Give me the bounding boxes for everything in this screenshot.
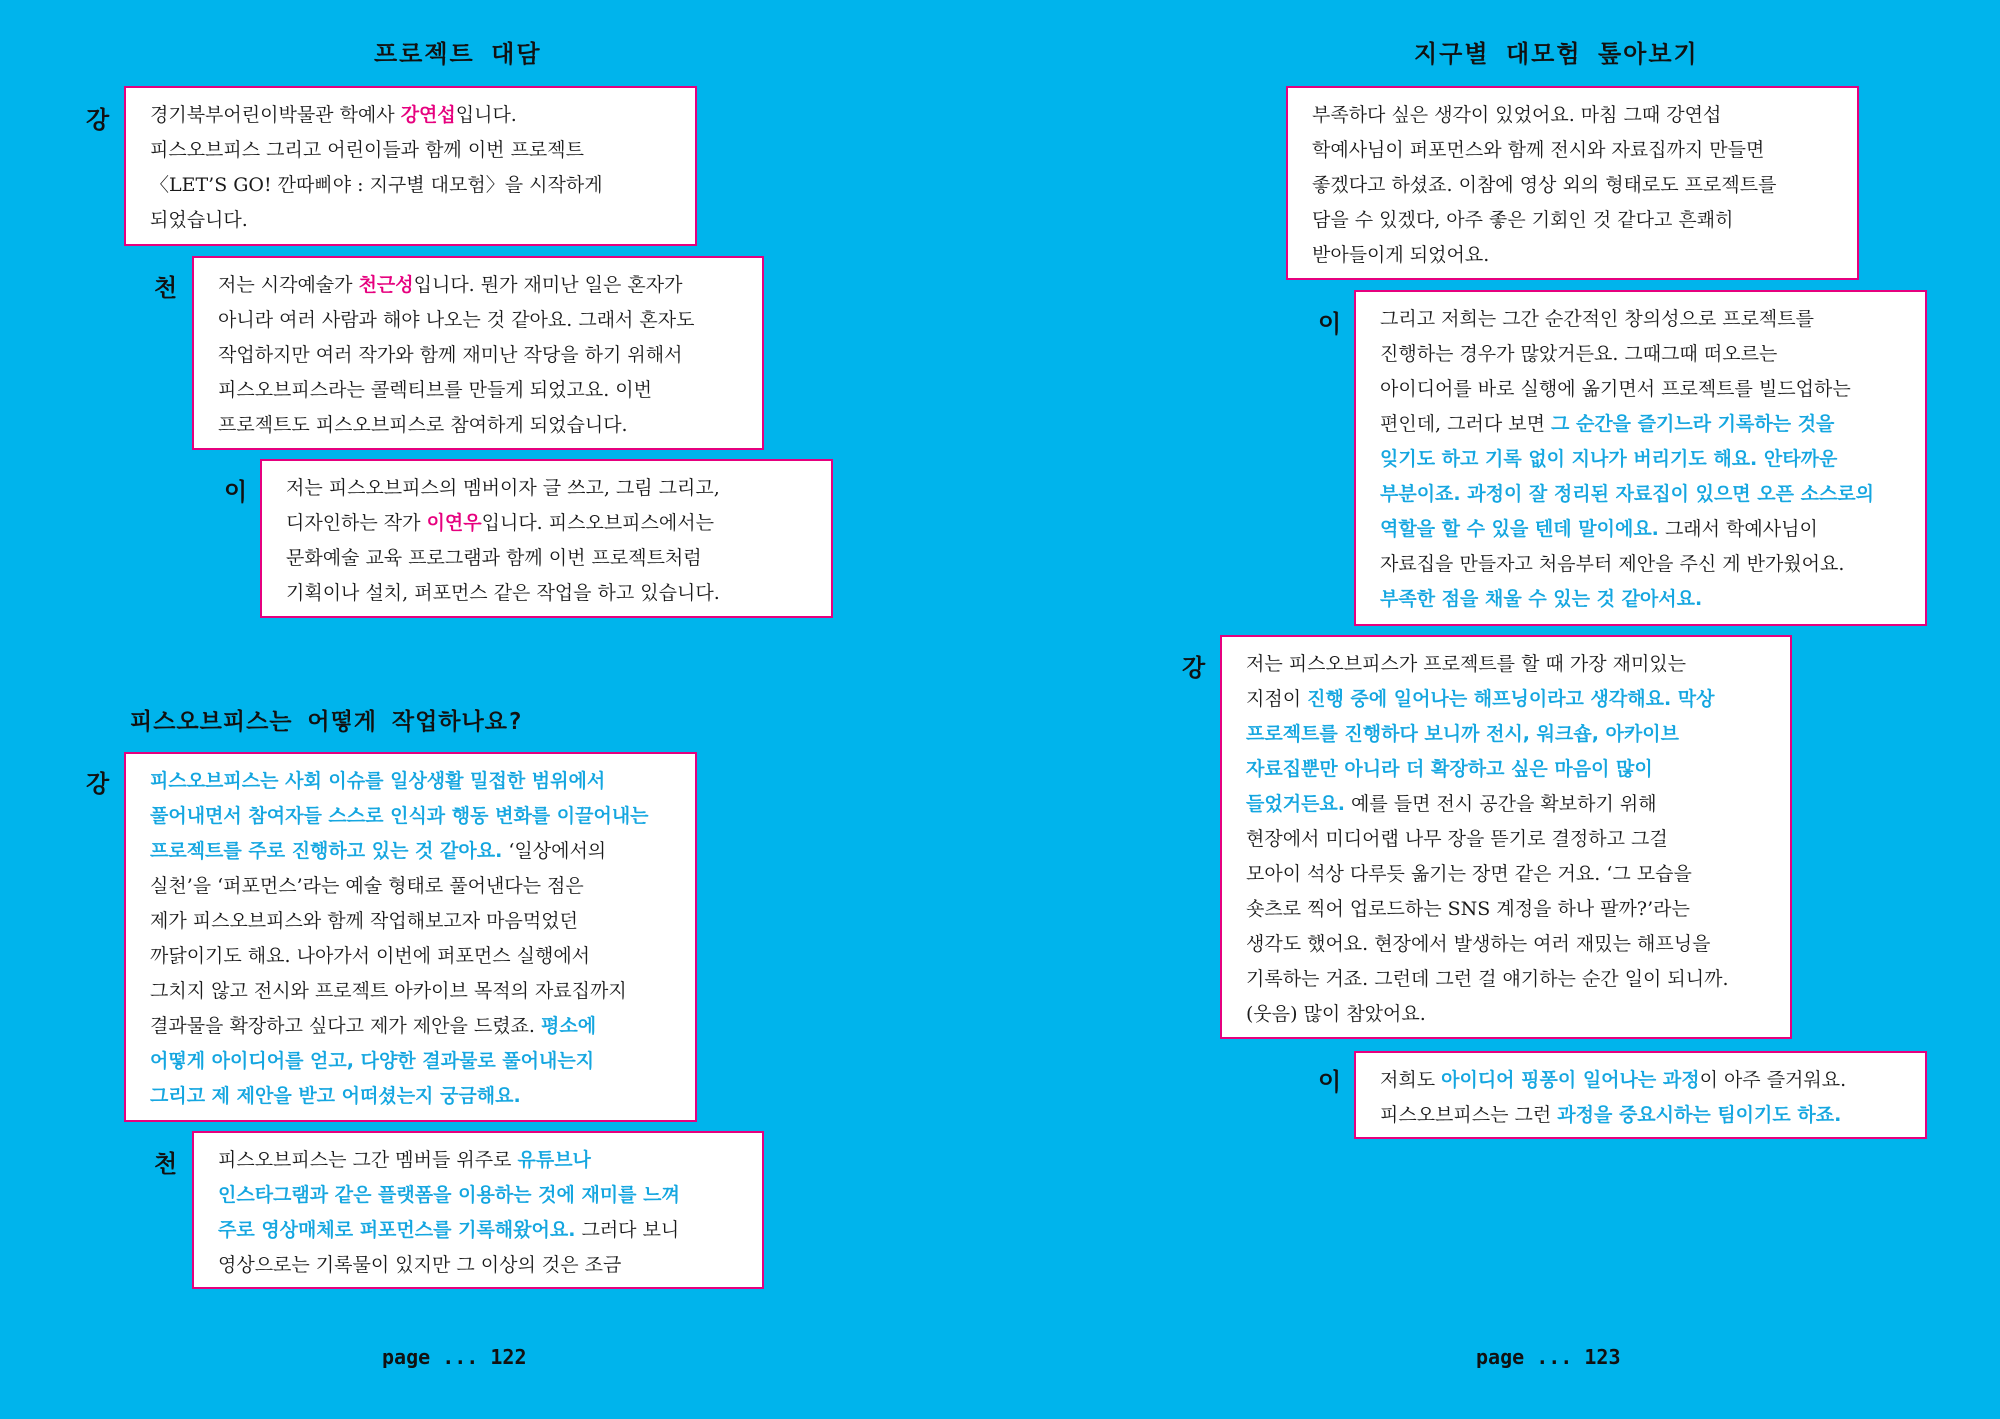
dialogue-text: 입니다. 피스오브피스에서는 <box>481 512 714 534</box>
dialogue-text: 아이디어를 바로 실행에 옮기면서 프로젝트를 빌드업하는 <box>1380 378 1851 400</box>
dialogue-text: 받아들이게 되었어요. <box>1312 244 1490 266</box>
speaker-label: 이 <box>224 478 248 506</box>
dialogue-text: 문화예술 교육 프로그램과 함께 이번 프로젝트처럼 <box>286 547 702 569</box>
dialogue-line <box>1380 512 1903 547</box>
dialogue-line <box>150 764 673 799</box>
dialogue-line <box>150 834 673 869</box>
dialogue-line <box>218 303 740 338</box>
highlighted-text: 프로젝트를 진행하다 보니까 전시, 워크숍, 아카이브 <box>1246 723 1679 745</box>
dialogue-line <box>286 506 809 541</box>
dialogue-text: 디자인하는 작가 <box>286 512 427 534</box>
dialogue-text: 학예사님이 퍼포먼스와 함께 전시와 자료집까지 만들면 <box>1312 139 1765 161</box>
dialogue-line <box>150 799 673 834</box>
speaker-label: 천 <box>154 1150 178 1178</box>
dialogue-line <box>150 974 673 1009</box>
dialogue-line <box>1246 822 1768 857</box>
section-heading: 피스오브피스는 어떻게 작업하나요? <box>130 709 523 735</box>
dialogue-text: 실천’을 ‘퍼포먼스’라는 예술 형태로 풀어낸다는 점은 <box>150 875 584 897</box>
speaker-label: 이 <box>1318 310 1342 338</box>
dialogue-line <box>218 408 740 443</box>
highlighted-text: 프로젝트를 주로 진행하고 있는 것 같아요. <box>150 840 503 862</box>
dialogue-text: 되었습니다. <box>150 209 248 231</box>
dialogue-line <box>1246 717 1768 752</box>
dialogue-text: 저는 피스오브피스의 멤버이자 글 쓰고, 그림 그리고, <box>286 477 720 499</box>
dialogue-line <box>150 939 673 974</box>
dialogue-text: 피스오브피스는 그런 <box>1380 1104 1558 1126</box>
dialogue-line <box>150 133 673 168</box>
dialogue-line <box>150 168 673 203</box>
page-number: page ... 123 <box>1476 1345 1621 1369</box>
dialogue-box <box>1220 635 1792 1039</box>
dialogue-line <box>1312 168 1835 203</box>
dialogue-text: 저는 시각예술가 <box>218 274 359 296</box>
dialogue-text: 그치지 않고 전시와 프로젝트 아카이브 목적의 자료집까지 <box>150 980 627 1002</box>
dialogue-text: 부족하다 싶은 생각이 있었어요. 마침 그때 강연섭 <box>1312 104 1722 126</box>
dialogue-text: 좋겠다고 하셨죠. 이참에 영상 외의 형태로도 프로젝트를 <box>1312 174 1777 196</box>
speaker-label: 이 <box>1318 1068 1342 1096</box>
left-page-title: 프로젝트 대담 <box>374 40 542 68</box>
dialogue-text: 저희도 <box>1380 1069 1442 1091</box>
speaker-label: 강 <box>1182 654 1206 682</box>
dialogue-line <box>1380 442 1903 477</box>
highlighted-text: 아이디어 핑퐁이 일어나는 과정 <box>1441 1069 1700 1091</box>
dialogue-text: 피스오브피스 그리고 어린이들과 함께 이번 프로젝트 <box>150 139 584 161</box>
dialogue-text: 작업하지만 여러 작가와 함께 재미난 작당을 하기 위해서 <box>218 344 683 366</box>
dialogue-text: 생각도 했어요. 현장에서 발생하는 여러 재밌는 해프닝을 <box>1246 933 1711 955</box>
highlighted-text: 그 순간을 즐기느라 기록하는 것을 <box>1551 413 1835 435</box>
dialogue-line <box>218 1178 740 1213</box>
speaker-label: 강 <box>86 106 110 134</box>
highlighted-text: 피스오브피스는 사회 이슈를 일상생활 밀접한 범위에서 <box>150 770 606 792</box>
speaker-label: 강 <box>86 770 110 798</box>
dialogue-line <box>218 1248 740 1283</box>
dialogue-text: 기록하는 거죠. 그런데 그런 걸 얘기하는 순간 일이 되니까. <box>1246 968 1729 990</box>
highlighted-text: 과정을 중요시하는 팀이기도 하죠. <box>1557 1104 1842 1126</box>
dialogue-text: 피스오브피스라는 콜렉티브를 만들게 되었고요. 이번 <box>218 379 652 401</box>
dialogue-line <box>1380 407 1903 442</box>
dialogue-box <box>1354 1051 1927 1139</box>
dialogue-line <box>286 471 809 506</box>
dialogue-box <box>192 256 764 450</box>
highlighted-text: 부족한 점을 채울 수 있는 것 같아서요. <box>1380 588 1703 610</box>
highlighted-text: 풀어내면서 참여자들 스스로 인식과 행동 변화를 이끌어내는 <box>150 805 649 827</box>
dialogue-text: 기획이나 설치, 퍼포먼스 같은 작업을 하고 있습니다. <box>286 582 720 604</box>
dialogue-line <box>1380 302 1903 337</box>
dialogue-line <box>1380 1098 1903 1133</box>
dialogue-text: 〈LET’S GO! 깐따삐야 : 지구별 대모험〉을 시작하게 <box>150 174 603 196</box>
dialogue-line <box>1246 962 1768 997</box>
dialogue-box <box>260 459 833 618</box>
dialogue-line <box>1246 857 1768 892</box>
dialogue-line <box>150 1079 673 1114</box>
dialogue-line <box>218 1213 740 1248</box>
dialogue-line <box>1312 133 1835 168</box>
dialogue-line <box>1246 752 1768 787</box>
dialogue-line <box>1380 582 1903 617</box>
dialogue-line <box>218 338 740 373</box>
dialogue-line <box>150 904 673 939</box>
speaker-name-highlight: 이연우 <box>426 512 482 534</box>
dialogue-text: 모아이 석상 다루듯 옮기는 장면 같은 거요. ‘그 모습을 <box>1246 863 1692 885</box>
dialogue-line <box>218 373 740 408</box>
dialogue-text: 피스오브피스는 그간 멤버들 위주로 <box>218 1149 518 1171</box>
dialogue-text: 현장에서 미디어랩 나무 장을 뜯기로 결정하고 그걸 <box>1246 828 1668 850</box>
dialogue-line <box>1380 1063 1903 1098</box>
dialogue-text: 담을 수 있겠다, 아주 좋은 기회인 것 같다고 흔쾌히 <box>1312 209 1734 231</box>
dialogue-line <box>218 1143 740 1178</box>
right-page-title: 지구별 대모험 톺아보기 <box>1414 40 1699 68</box>
highlighted-text: 그리고 제 제안을 받고 어떠셨는지 궁금해요. <box>150 1085 521 1107</box>
dialogue-line <box>150 98 673 133</box>
dialogue-text: 영상으로는 기록물이 있지만 그 이상의 것은 조금 <box>218 1254 622 1276</box>
dialogue-text: 편인데, 그러다 보면 <box>1380 413 1551 435</box>
dialogue-text: 지점이 <box>1246 688 1308 710</box>
dialogue-box <box>124 86 697 246</box>
dialogue-line <box>1312 203 1835 238</box>
dialogue-text: 자료집을 만들자고 처음부터 제안을 주신 게 반가웠어요. <box>1380 553 1845 575</box>
dialogue-text: 까닭이기도 해요. 나아가서 이번에 퍼포먼스 실행에서 <box>150 945 591 967</box>
speaker-name-highlight: 강연섭 <box>400 104 456 126</box>
dialogue-text: 입니다. <box>455 104 517 126</box>
dialogue-text: 입니다. 뭔가 재미난 일은 혼자가 <box>413 274 683 296</box>
dialogue-line <box>1246 927 1768 962</box>
dialogue-line <box>286 576 809 611</box>
dialogue-line <box>1246 787 1768 822</box>
dialogue-line <box>150 869 673 904</box>
dialogue-line <box>1246 647 1768 682</box>
highlighted-text: 주로 영상매체로 퍼포먼스를 기록해왔어요. <box>218 1219 576 1241</box>
dialogue-line <box>1380 547 1903 582</box>
dialogue-text: 프로젝트도 피스오브피스로 참여하게 되었습니다. <box>218 414 628 436</box>
highlighted-text: 인스타그램과 같은 플랫폼을 이용하는 것에 재미를 느껴 <box>218 1184 680 1206</box>
highlighted-text: 부분이죠. 과정이 잘 정리된 자료집이 있으면 오픈 소스로의 <box>1380 483 1875 505</box>
dialogue-line <box>1246 682 1768 717</box>
dialogue-box <box>192 1131 764 1289</box>
dialogue-line <box>218 268 740 303</box>
dialogue-line <box>1246 892 1768 927</box>
dialogue-text: 경기북부어린이박물관 학예사 <box>150 104 401 126</box>
dialogue-text: 저는 피스오브피스가 프로젝트를 할 때 가장 재미있는 <box>1246 653 1687 675</box>
page-number: page ... 122 <box>382 1345 527 1369</box>
dialogue-text: 그러다 보니 <box>575 1219 680 1241</box>
speaker-name-highlight: 천근성 <box>358 274 414 296</box>
highlighted-text: 역할을 할 수 있을 텐데 말이에요. <box>1380 518 1659 540</box>
dialogue-text: (웃음) 많이 참았어요. <box>1246 1003 1426 1025</box>
dialogue-line <box>286 541 809 576</box>
dialogue-line <box>1312 238 1835 273</box>
dialogue-box <box>1354 290 1927 626</box>
dialogue-box <box>1286 86 1859 280</box>
dialogue-box <box>124 752 697 1122</box>
highlighted-text: 진행 중에 일어나는 해프닝이라고 생각해요. 막상 <box>1307 688 1715 710</box>
highlighted-text: 유튜브나 <box>517 1149 591 1171</box>
dialogue-line <box>1246 997 1768 1032</box>
dialogue-line <box>150 1044 673 1079</box>
highlighted-text: 어떻게 아이디어를 얻고, 다양한 결과물로 풀어내는지 <box>150 1050 595 1072</box>
speaker-label: 천 <box>154 274 178 302</box>
highlighted-text: 잊기도 하고 기록 없이 지나가 버리기도 해요. 안타까운 <box>1380 448 1838 470</box>
dialogue-line <box>1380 372 1903 407</box>
dialogue-line <box>150 203 673 238</box>
dialogue-line <box>1380 337 1903 372</box>
dialogue-line <box>1312 98 1835 133</box>
highlighted-text: 평소에 <box>541 1015 597 1037</box>
dialogue-line <box>150 1009 673 1044</box>
dialogue-text: 제가 피스오브피스와 함께 작업해보고자 마음먹었던 <box>150 910 578 932</box>
dialogue-text: ‘일상에서의 <box>502 840 607 862</box>
dialogue-text: 결과물을 확장하고 싶다고 제가 제안을 드렸죠. <box>150 1015 542 1037</box>
highlighted-text: 자료집뿐만 아니라 더 확장하고 싶은 마음이 많이 <box>1246 758 1653 780</box>
dialogue-text: 아니라 여러 사람과 해야 나오는 것 같아요. 그래서 혼자도 <box>218 309 695 331</box>
dialogue-text: 그리고 저희는 그간 순간적인 창의성으로 프로젝트를 <box>1380 308 1814 330</box>
dialogue-text: 그래서 학예사님이 <box>1658 518 1818 540</box>
highlighted-text: 들었거든요. <box>1246 793 1345 815</box>
dialogue-line <box>1380 477 1903 512</box>
dialogue-text: 예를 들면 전시 공간을 확보하기 위해 <box>1345 793 1657 815</box>
dialogue-text: 숏츠로 찍어 업로드하는 SNS 계정을 하나 팔까?’라는 <box>1246 898 1690 920</box>
dialogue-text: 진행하는 경우가 많았거든요. 그때그때 떠오르는 <box>1380 343 1778 365</box>
dialogue-text: 이 아주 즐거워요. <box>1699 1069 1847 1091</box>
